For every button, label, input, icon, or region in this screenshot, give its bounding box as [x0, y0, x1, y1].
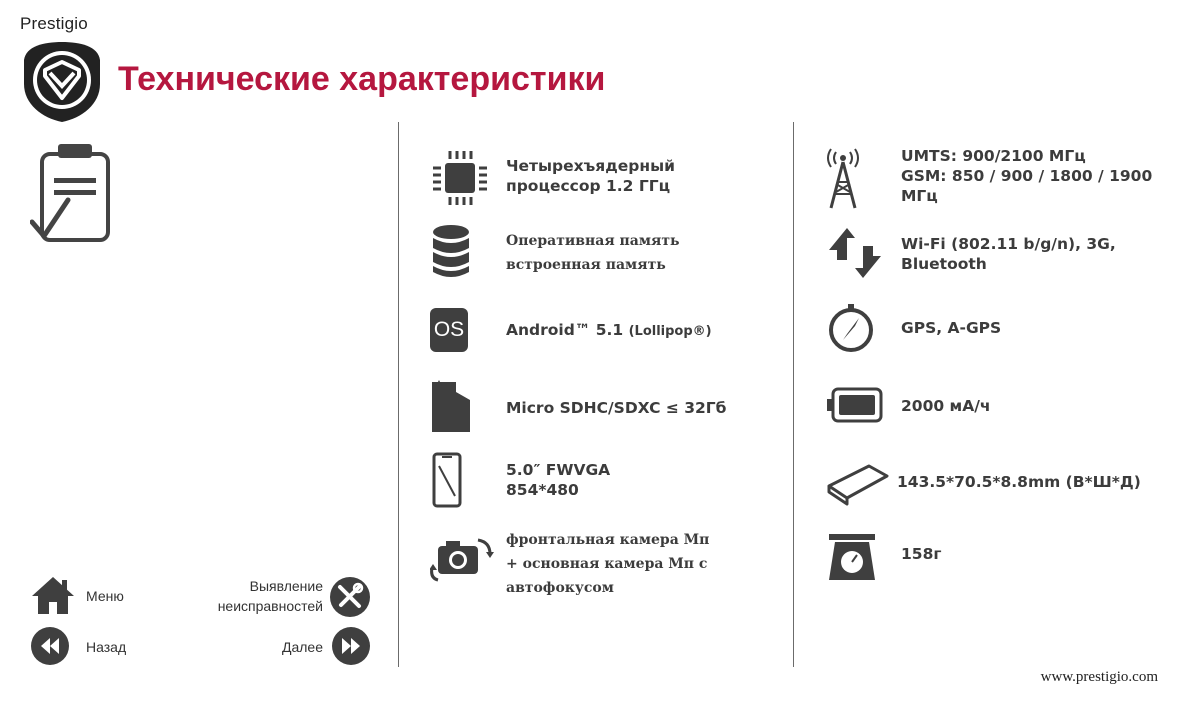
wireless-arrows-icon [825, 226, 885, 280]
spec-processor-line2: процессор 1.2 ГГц [506, 177, 671, 195]
database-icon [431, 224, 471, 280]
os-icon [430, 308, 468, 352]
spec-camera-line1: фронтальная камера Мп [506, 532, 710, 548]
column-divider-left [398, 122, 399, 667]
nav-troubleshoot[interactable] [205, 574, 373, 620]
spec-network-line1: UMTS: 900/2100 МГц [901, 147, 1086, 165]
tools-icon [329, 576, 371, 618]
spec-weight-line1: 158г [901, 545, 942, 563]
compass-icon [827, 304, 875, 354]
spec-camera-line2: + основная камера Мп с [506, 556, 708, 572]
dimensions-icon [825, 460, 889, 506]
spec-camera-line3: автофокусом [506, 580, 614, 596]
os-badge-text: OS [433, 318, 465, 341]
spec-sd-card-line1: Micro SDHC/SDXC ≤ 32Гб [506, 399, 727, 417]
nav-next-label: Далее [281, 639, 323, 655]
spec-gps-line1: GPS, A-GPS [901, 319, 1002, 337]
spec-os-main: Android™ 5.1 [506, 321, 624, 339]
spec-processor-line1: Четырехъядерный [506, 157, 675, 175]
spec-memory-line1: Оперативная память [506, 233, 680, 249]
spec-wireless-line1: Wi-Fi (802.11 b/g/n), 3G, [901, 235, 1116, 253]
spec-wireless-line2: Bluetooth [901, 255, 987, 273]
clipboard-checklist-icon [30, 142, 112, 244]
page-title: Технические характеристики [118, 60, 606, 98]
nav-troubleshoot-line2: неисправностей [217, 598, 323, 614]
spec-dimensions-sub: (В*Ш*Д) [1065, 473, 1141, 491]
spec-memory-line2: встроенная память [506, 257, 666, 273]
spec-network-line2: GSM: 850 / 900 / 1800 / 1900 [901, 167, 1153, 185]
battery-icon [825, 386, 885, 426]
nav-menu-label: Меню [86, 588, 124, 604]
brand-name: Prestigio [20, 14, 88, 33]
fast-forward-icon [331, 626, 371, 666]
scale-icon [825, 532, 879, 582]
website-link[interactable]: www.prestigio.com [1040, 669, 1158, 685]
rewind-icon [30, 626, 70, 666]
sd-card-icon [430, 378, 474, 434]
spec-battery-line1: 2000 мА/ч [901, 397, 991, 415]
smartphone-icon [432, 452, 466, 510]
camera-icon [430, 534, 494, 586]
column-divider-right [793, 122, 794, 667]
nav-menu[interactable] [30, 574, 140, 618]
nav-back[interactable] [30, 626, 140, 670]
spec-os-sub: (Lollipop®) [628, 324, 712, 339]
nav-troubleshoot-line1: Выявление [249, 578, 323, 594]
antenna-icon [825, 148, 861, 210]
prestigio-logo-icon [22, 40, 102, 124]
nav-next[interactable] [255, 626, 373, 670]
nav-back-label: Назад [86, 639, 127, 655]
spec-network-line3: МГц [901, 187, 938, 205]
spec-display-line2: 854*480 [506, 481, 579, 499]
spec-dimensions-main: 143.5*70.5*8.8mm [897, 473, 1061, 491]
home-icon [30, 574, 76, 616]
cpu-icon [430, 148, 490, 208]
spec-display-line1: 5.0″ FWVGA [506, 461, 611, 479]
